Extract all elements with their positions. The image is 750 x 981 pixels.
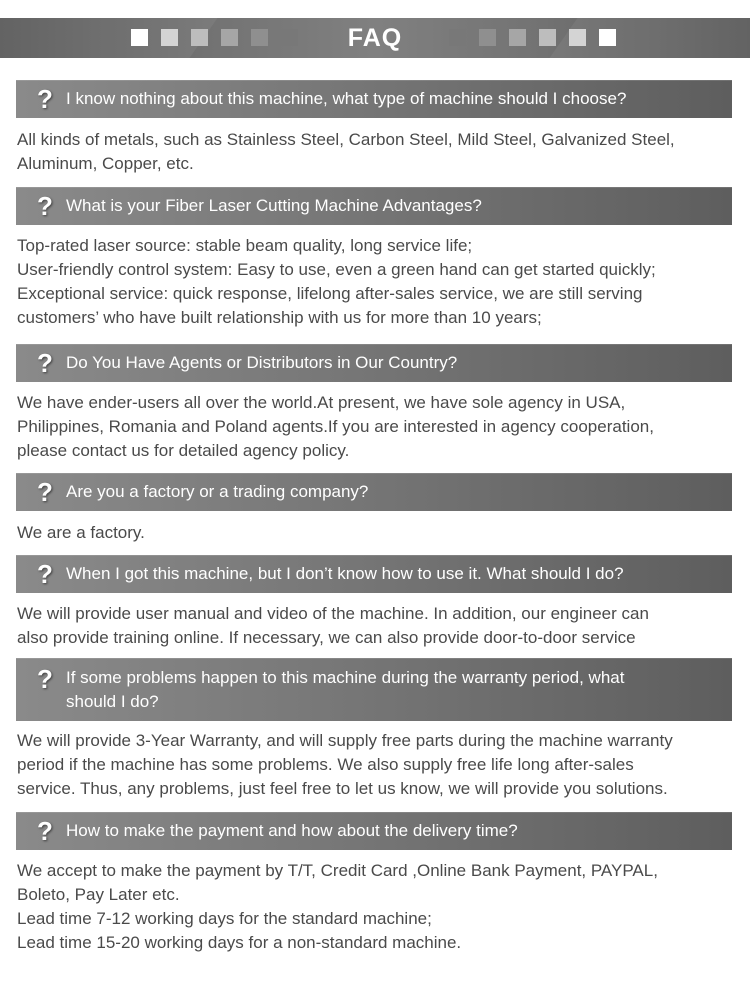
page-title: FAQ (347, 24, 403, 52)
faq-answer-line: We will provide 3-Year Warranty, and will supply free parts during the machine warranty (17, 731, 673, 750)
faq-answer (17, 391, 733, 463)
decor-square (569, 29, 586, 46)
decor-square (479, 29, 496, 46)
faq-answer-line: User-friendly control system: Easy to use, even a green hand can get started quickly; (17, 260, 656, 279)
faq-answer-line: also provide training online. If necessary, we can also provide door-to-door service (17, 628, 636, 647)
question-mark-icon: ? (37, 477, 53, 507)
faq-answer-line: Boleto, Pay Later etc. (17, 885, 180, 904)
faq-question-text: When I got this machine, but I don’t know how to use it. What should I do? (66, 564, 624, 583)
faq-question-text: Are you a factory or a trading company? (66, 482, 369, 501)
faq-question-bar (16, 555, 732, 593)
faq-answer (17, 859, 733, 955)
faq-question-text: I know nothing about this machine, what type of machine should I choose? (66, 89, 627, 108)
faq-answer-line: We are a factory. (17, 523, 145, 542)
decor-square (449, 29, 466, 46)
faq-answer-line: Philippines, Romania and Poland agents.If you are interested in agency cooperation, (17, 417, 654, 436)
question-mark-icon: ? (37, 84, 53, 114)
decor-square (599, 29, 616, 46)
faq-question-text: If some problems happen to this machine during the warranty period, what should I do? (66, 668, 625, 711)
faq-answer (17, 729, 733, 801)
faq-question-text: Do You Have Agents or Distributors in Our Country? (66, 353, 458, 372)
faq-question-bar (16, 473, 732, 511)
faq-answer-line: We accept to make the payment by T/T, Credit Card ,Online Bank Payment, PAYPAL, (17, 861, 658, 880)
faq-question-text: What is your Fiber Laser Cutting Machine Advantages? (66, 196, 482, 215)
question-mark-icon: ? (37, 816, 53, 846)
faq-answer-line: Aluminum, Copper, etc. (17, 154, 194, 173)
faq-question-bar (16, 812, 732, 850)
faq-answer (17, 234, 733, 330)
faq-question-bar (16, 344, 732, 382)
faq-answer-line: All kinds of metals, such as Stainless Steel, Carbon Steel, Mild Steel, Galvanized Steel, (17, 130, 675, 149)
faq-answer (17, 128, 733, 176)
faq-answer-line: We have ender-users all over the world.At present, we have sole agency in USA, (17, 393, 626, 412)
faq-banner (0, 18, 750, 58)
faq-answer-line: Lead time 7-12 working days for the standard machine; (17, 909, 432, 928)
faq-answer (17, 602, 733, 650)
faq-answer-line: service. Thus, any problems, just feel free to let us know, we will provide you solutions. (17, 779, 668, 798)
faq-answer-line: Top-rated laser source: stable beam quality, long service life; (17, 236, 473, 255)
faq-question-bar (16, 80, 732, 118)
faq-answer-line: We will provide user manual and video of the machine. In addition, our engineer can (17, 604, 649, 623)
faq-answer-line: period if the machine has some problems. We also supply free life long after-sales (17, 755, 634, 774)
question-mark-icon: ? (37, 191, 53, 221)
question-mark-icon: ? (37, 559, 53, 589)
faq-question-bar (16, 187, 732, 225)
faq-question-text: How to make the payment and how about the delivery time? (66, 821, 518, 840)
question-mark-icon: ? (37, 348, 53, 378)
faq-question-bar (16, 658, 732, 721)
question-mark-icon: ? (37, 664, 53, 694)
faq-answer-line: customers’ who have built relationship with us for more than 10 years; (17, 308, 542, 327)
decor-square (509, 29, 526, 46)
faq-answer-line: Exceptional service: quick response, lifelong after-sales service, we are still serving (17, 284, 643, 303)
faq-answer-line: Lead time 15-20 working days for a non-standard machine. (17, 933, 462, 952)
faq-answer (17, 521, 733, 545)
decor-square (539, 29, 556, 46)
faq-answer-line: please contact us for detailed agency policy. (17, 441, 350, 460)
